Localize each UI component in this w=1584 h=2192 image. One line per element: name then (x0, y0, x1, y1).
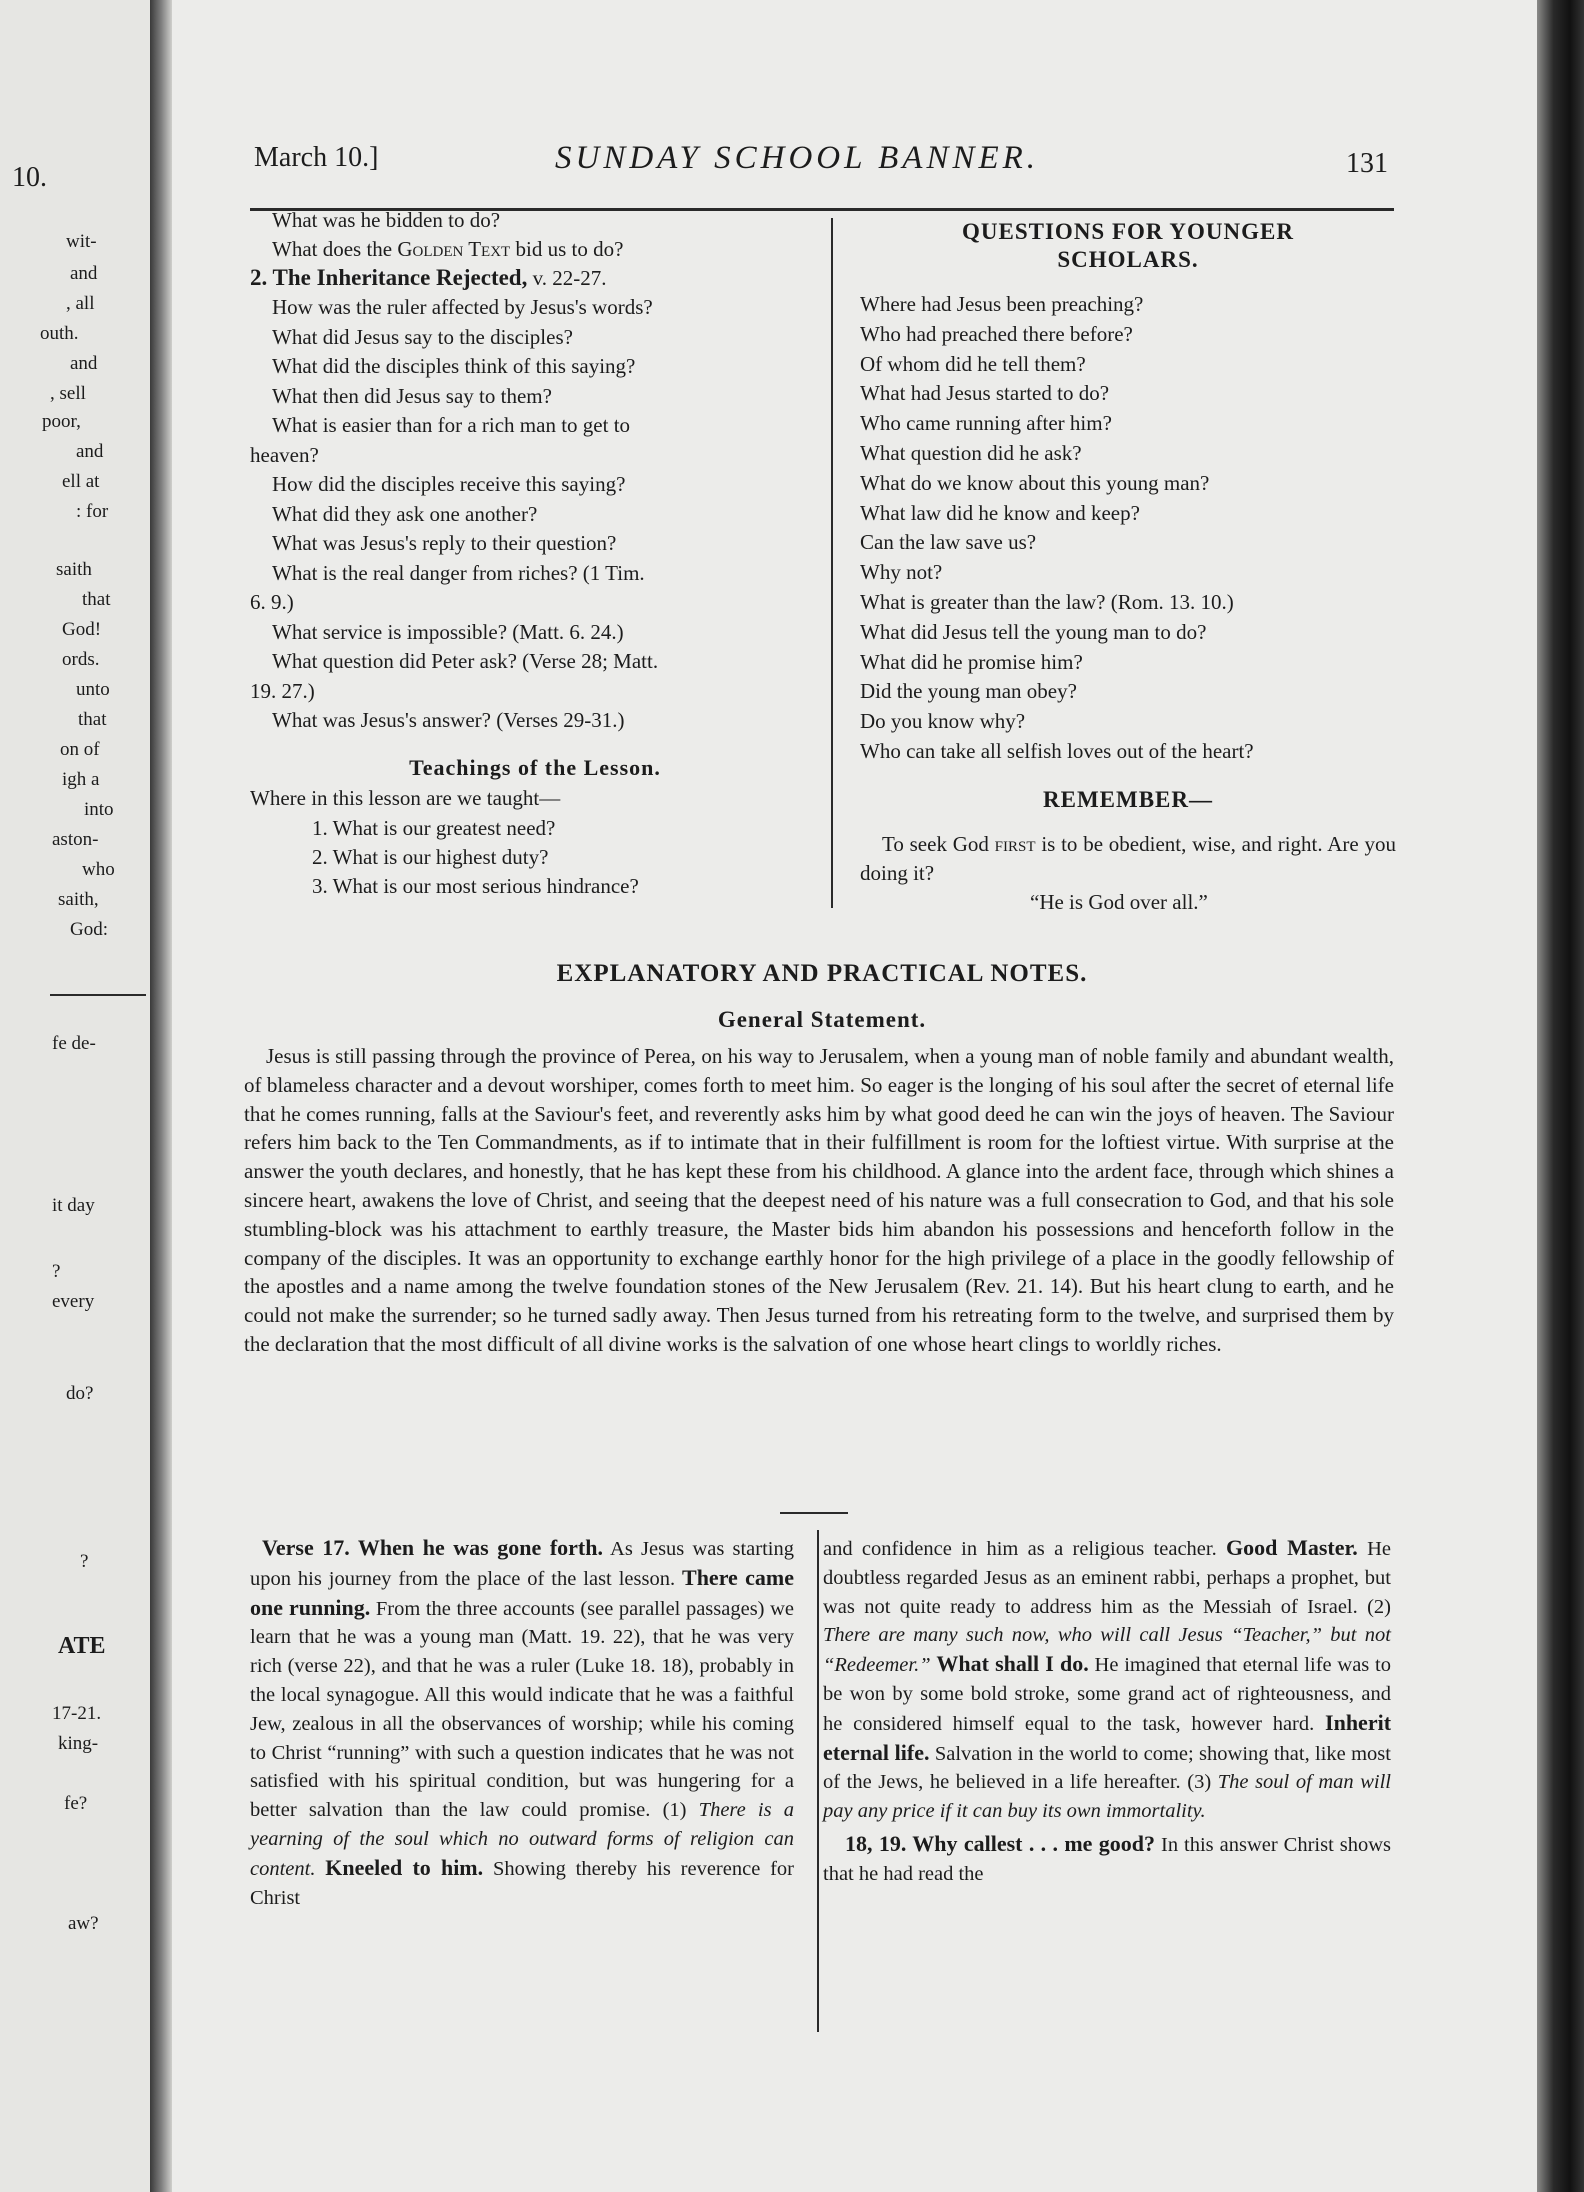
younger-question: What is greater than the law? (Rom. 13. 10.) (860, 590, 1234, 614)
question-line: How did the disciples receive this saying? (272, 472, 626, 496)
fragment: igh a (62, 769, 100, 790)
fragment: ? (52, 1261, 61, 1282)
fragment: who (82, 859, 115, 880)
question-line: What is easier than for a rich man to get to (272, 413, 631, 437)
fragment: ? (80, 1551, 89, 1572)
kneeled-text: Showing thereby his reverence for Christ (250, 1857, 795, 1909)
fragment: God! (62, 619, 102, 640)
fragment: every (52, 1291, 95, 1312)
note-1-italic: There is a yearning of the soul which no outward forms of religion can content. (250, 1799, 795, 1880)
younger-question: What had Jesus started to do? (860, 381, 1110, 406)
fragment: ell at (62, 471, 100, 492)
fragment: aston- (52, 829, 99, 850)
question-line: heaven? (250, 442, 319, 467)
fragment: king- (58, 1733, 99, 1754)
fragment: , sell (50, 383, 86, 404)
what-shall-heading: What shall I do. (936, 1651, 1089, 1677)
page-number: 131 (1346, 148, 1388, 179)
section2-heading (250, 264, 607, 292)
remember-quote: “He is God over all.” (1030, 890, 1208, 914)
younger-heading-2: SCHOLARS. (1057, 247, 1199, 272)
verse17-text: As Jesus was starting upon his journey from the place of the last lesson. (250, 1538, 794, 1590)
inherit-text: Salvation in the world to come; showing that, like most of the Jews, he believed in a life hereafter. (823, 1742, 1391, 1794)
question-line: What did Jesus say to the disciples? (272, 324, 573, 349)
what-shall-text: He imagined that eternal life was to be won by some bold stroke, some grand act of righteousness, and he considered himself equal to the task, however hard. (823, 1654, 1392, 1735)
younger-question: Of whom did he tell them? (860, 351, 1086, 376)
fragment: and (70, 353, 98, 374)
fragment: God: (70, 919, 108, 940)
question-line: How was the ruler affected by Jesus's words? (272, 295, 653, 319)
note-1-number: (1) (662, 1799, 687, 1822)
fragment: that (78, 709, 107, 730)
note-2-number: (2) (1367, 1595, 1391, 1618)
note-2-italic: There are many such now, who will call Jesus “Teacher,” but not “Redeemer.” (823, 1624, 1391, 1677)
fragment: 17-21. (52, 1703, 102, 1724)
fragment: fe de- (52, 1033, 96, 1054)
verse18-heading: 18, 19. Why callest . . . me good? (845, 1830, 1156, 1856)
younger-question: Can the law save us? (860, 530, 1037, 555)
fragment: poor, (42, 411, 81, 432)
question-line: What service is impossible? (Matt. 6. 24.) (272, 619, 624, 644)
question-line: 6. 9.) (250, 590, 294, 614)
fragment: on of (60, 739, 100, 760)
fragment: fe? (64, 1793, 88, 1814)
lower-column-divider (817, 1530, 819, 2032)
teachings-heading: Teachings of the Lesson. (409, 755, 661, 780)
younger-question: Who had preached there before? (860, 321, 1133, 346)
fragment: it day (52, 1195, 95, 1216)
verse17-heading: Verse 17. When he was gone forth. (262, 1535, 603, 1560)
fragment: that (82, 589, 111, 610)
section2-number: 2. (250, 265, 268, 290)
question-line: 19. 27.) (250, 678, 315, 703)
remember-text (860, 830, 1396, 888)
younger-question: Where had Jesus been preaching? (860, 292, 1144, 316)
verse-right-column (823, 1534, 1391, 1889)
section2-title: The Inheritance Rejected, (272, 265, 528, 290)
general-statement-text: Jesus is still passing through the province of Perea, on his way to Jerusalem, when a young man of noble family and abundant wealth, of blameless character and a devout worshiper, comes forth to meet him. So eager is the longing of his soul after the secret of eternal life that he comes running, falls at the Saviour's feet, and reverently asks him by what good deed he can win the joys of heaven. The Saviour refers him back to the Ten Commandments, as if to intimate that in their fulfillment is room for the loftiest virtue. With surprise at the answer the youth declares, and honestly, that he has kept these from his childhood. A glance into the ardent face, through which shines a sincere heart, awakens the love of Christ, and seeing that the deepest need of his nature was a full consecration to God, and that his sole stumbling-block was his attachment to earthly treasure, the Master bids him abandon his possessions and henceforth follow in the company of the disciples. It was an opportunity to exchange earthly honor for the high privilege of a place in the goodly fellowship of the apostles and a name among the twelve foundation stones of the New Jerusalem (Rev. 21. 14). But his heart clung to earth, and he could not make the surrender; so he turned sadly away. Then Jesus turned from his retreating form to the twelve, and surprised them by the declaration that the most difficult of all divine works is the salvation of one whose heart clings to worldly riches. (244, 1044, 1394, 1356)
question-line: What is the real danger from riches? (1 Tim. (272, 560, 645, 585)
younger-question: Did the young man obey? (860, 679, 1077, 704)
younger-question: What do we know about this young man? (860, 470, 1210, 495)
younger-question: Why not? (860, 560, 943, 585)
question-line: What question did Peter ask? (Verse 28; Matt. (272, 649, 659, 673)
younger-question: What did Jesus tell the young man to do? (860, 619, 1207, 644)
fragment: saith (56, 559, 92, 580)
younger-question: What did he promise him? (860, 649, 1083, 674)
fragment: ATE (58, 1633, 106, 1659)
question-line: What was he bidden to do? (272, 208, 501, 232)
notes-heading: EXPLANATORY AND PRACTICAL NOTES. (556, 960, 1088, 987)
general-statement (244, 1042, 1394, 1359)
good-master-text: He doubtless regarded Jesus as an eminent rabbi, perhaps a prophet, but was not quite ready to address him as the Messiah of Israel. (823, 1538, 1391, 1618)
younger-question: Who came running after him? (860, 411, 1112, 436)
header-date: March 10.] (254, 142, 379, 173)
fragment: wit- (66, 231, 97, 252)
fragment: and (76, 441, 104, 462)
section2-ref: v. 22-27. (532, 266, 607, 290)
question-line: What was Jesus's reply to their question? (272, 531, 617, 555)
younger-question: Do you know why? (860, 709, 1026, 734)
notes-subheading: General Statement. (717, 1007, 927, 1032)
inherit-heading: Inherit eternal life. (823, 1709, 1392, 1765)
fragment: saith, (58, 889, 99, 910)
note-3-italic: The soul of man will pay any price if it can buy its own immortality. (823, 1771, 1391, 1823)
right-page-edge (1537, 0, 1584, 2192)
younger-question: What question did he ask? (860, 441, 1082, 465)
fragment: do? (66, 1383, 94, 1404)
teachings-intro: Where in this lesson are we taught— (250, 786, 561, 810)
fragment: outh. (40, 323, 79, 344)
note-3-number: (3) (1187, 1771, 1212, 1794)
fragment: ords. (62, 649, 100, 670)
fragment: and (70, 263, 98, 284)
remember-first: first (994, 832, 1036, 856)
fragment: unto (76, 679, 110, 700)
came-running-heading: There came one running. (250, 1564, 794, 1620)
column-divider (831, 218, 833, 908)
fragment-rule (50, 994, 146, 996)
fragment: into (84, 799, 114, 820)
younger-heading-1: QUESTIONS FOR YOUNGER (962, 219, 1294, 244)
fragment: 10. (12, 162, 47, 193)
teachings-item: 1. What is our greatest need? (312, 816, 556, 840)
good-master-heading: Good Master. (1226, 1535, 1358, 1560)
header-title: SUNDAY SCHOOL BANNER. (555, 140, 1040, 176)
binding-gutter (150, 0, 172, 2192)
verse18-text: In this answer Christ shows that he had read the (823, 1833, 1391, 1885)
younger-question: Who can take all selfish loves out of the heart? (860, 739, 1254, 763)
section-rule (780, 1512, 848, 1514)
question-line: What did the disciples think of this saying? (272, 354, 636, 378)
question-line: What then did Jesus say to them? (272, 383, 552, 408)
fragment: aw? (68, 1913, 99, 1934)
came-running-text: From the three accounts (see parallel passages) we learn that he was a young man (Matt. 19. 22), that he was very rich (verse 22), and that he was a ruler (Luke 18. 18), probably in the local synagogue. All this would indicate that he was a faithful Jew, zealous in all the observances of worship; while his coming to Christ “running” with such a question indicates that he was not satisfied with his spiritual condition, but was hungering for a better salvation than the law could promise. (250, 1597, 794, 1822)
fragment: , all (66, 293, 95, 314)
verse-left-column (250, 1534, 794, 1912)
teachings-item: 2. What is our highest duty? (312, 845, 549, 869)
remember-heading: REMEMBER— (1043, 787, 1213, 812)
remember-text-b: is to be obedient, wise, and right. Are you doing it? (860, 832, 1397, 885)
fragment: : for (76, 501, 109, 522)
golden-text-question: What does the Golden Text bid us to do? (272, 237, 624, 261)
question-line: What was Jesus's answer? (Verses 29-31.) (272, 708, 625, 732)
kneeled-heading: Kneeled to him. (325, 1854, 484, 1880)
question-line: What did they ask one another? (272, 501, 538, 526)
question-line (250, 235, 623, 263)
younger-question: What law did he know and keep? (860, 500, 1140, 525)
remember-text-a: To seek God (882, 832, 989, 856)
teachings-item: 3. What is our most serious hindrance? (312, 874, 639, 898)
confidence-text: and confidence in him as a religious teacher. (823, 1538, 1217, 1560)
